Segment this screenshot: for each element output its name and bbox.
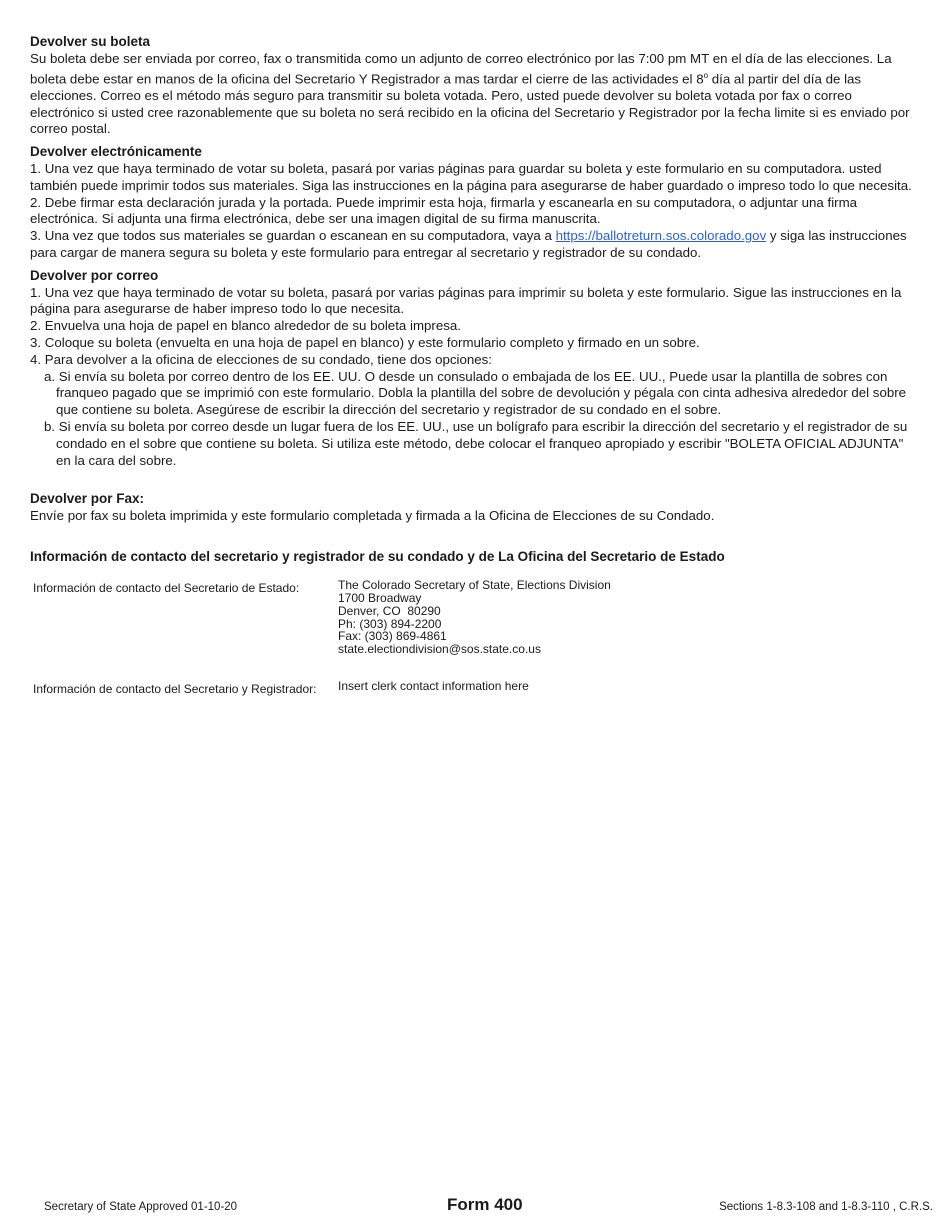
return-ballot-title: Devolver su boleta <box>30 34 151 49</box>
sos-contact-value <box>338 579 915 656</box>
document-body <box>30 34 915 696</box>
mail-item-4: 4. Para devolver a la oficina de elecciones de su condado, tiene dos opciones: <box>30 351 493 367</box>
sos-contact-row <box>30 579 915 656</box>
electronic-item-3 <box>30 228 915 262</box>
page-footer <box>0 1195 950 1219</box>
mail-item-1: 1. Una vez que haya terminado de votar su boleta, pasará por varias páginas para imprimir su boleta y este formulario. Sigue las instrucciones en la página para asegurarse de haber impreso todo lo que necesita. <box>30 284 902 317</box>
fax-text: Envíe por fax su boleta imprimida y este formulario completada y firmada a la Oficina de Elecciones de su Condado. <box>30 508 715 524</box>
clerk-contact-value: Insert clerk contact information here <box>338 679 529 694</box>
sos-line: Fax: (303) 869-4861 <box>338 629 447 644</box>
return-ballot-text <box>30 51 915 138</box>
return-ballot-text-part2: día al partir del día de las elecciones. Correo es el método más seguro para transmitir su boleta votada. Pero, usted puede devolver su boleta votada por fax o correo electrónico si usted cree razonablemente que su boleta no será recibido en la oficina del Secretario y Registrador por la fecha limite si es enviado por correo postal. <box>30 71 910 137</box>
form-number: Form 400 <box>447 1195 523 1214</box>
return-ballot-section <box>30 34 915 138</box>
electronic-item-3-post: y siga las instrucciones para cargar de manera segura su boleta y este formulario para entregar al secretario y registrador de su condado. <box>30 228 907 260</box>
electronic-item-2: 2. Debe firmar esta declaración jurada y la portada. Puede imprimir esta hoja, firmarla y escanearla en su computadora, o adjuntar una firma electrónica. Si adjunta una firma electrónica, debe ser una imagen digital de su firma manuscrita. <box>30 194 858 227</box>
sos-contact-label: Información de contacto del Secretario de Estado: <box>33 581 300 596</box>
mail-item-3: 3. Coloque su boleta (envuelta en una hoja de papel en blanco) y este formulario completo y firmado en un sobre. <box>30 334 700 350</box>
contact-section <box>30 549 915 696</box>
clerk-contact-row <box>30 680 915 696</box>
mail-item-2: 2. Envuelva una hoja de papel en blanco alrededor de su boleta impresa. <box>30 318 461 334</box>
clerk-contact-label: Información de contacto del Secretario y Registrador: <box>33 682 317 697</box>
sos-line: 1700 Broadway <box>338 591 422 606</box>
sos-email: state.electiondivision@sos.state.co.us <box>338 642 541 657</box>
mail-section <box>30 268 915 470</box>
contact-title: Información de contacto del secretario y registrador de su condado y de La Oficina del Secretario de Estado <box>30 548 725 564</box>
sos-line: Ph: (303) 894-2200 <box>338 616 442 631</box>
return-ballot-text-part1: Su boleta debe ser enviada por correo, fax o transmitida como un adjunto de correo electrónico por las 7:00 pm MT en el día de las elecciones. La boleta debe estar en manos de la oficina del Secretario Y Registrador a mas tardar el cierre de las actividades el 8 <box>30 50 892 87</box>
fax-section <box>30 491 915 525</box>
approval-note: Secretary of State Approved 01-10-20 <box>44 1201 238 1213</box>
ballot-return-link[interactable]: https://ballotreturn.sos.colorado.gov <box>555 228 767 244</box>
sos-line: Denver, CO 80290 <box>338 603 441 618</box>
electronic-title: Devolver electrónicamente <box>30 144 202 160</box>
fax-title: Devolver por Fax: <box>30 491 145 507</box>
statute-sections: Sections 1-8.3-108 and 1-8.3-110 , C.R.S. <box>719 1201 933 1213</box>
mail-title: Devolver por correo <box>30 267 159 283</box>
electronic-item-3-pre: 3. Una vez que todos sus materiales se guardan o escanean en su computadora, vaya a <box>30 228 556 244</box>
ordinal-superscript: o <box>703 70 709 80</box>
sos-line: The Colorado Secretary of State, Elections Division <box>338 578 611 593</box>
mail-subitem-a: a. Si envía su boleta por correo dentro de los EE. UU. O desde un consulado o embajada de los EE. UU., Puede usar la plantilla de sobres con franqueo pagado que se imprimió con este formulario. Dobla la plantilla del sobre de devolución y pégala con cinta adhesiva alrededor del sobre que contiene su boleta. Asegúrese de escribir la dirección del secretario y registrador de su condado en el sobre. <box>44 368 907 418</box>
electronic-item-1: 1. Una vez que haya terminado de votar su boleta, pasará por varias páginas para guardar su boleta y este formulario en su computadora. usted también puede imprimir todos sus materiales. Siga las instrucciones en la página para asegurarse de haber guardado o impreso todo lo que necesita. <box>30 161 912 193</box>
electronic-section <box>30 144 915 262</box>
mail-subitem-b: b. Si envía su boleta por correo desde un lugar fuera de los EE. UU., use un bolígrafo para escribir la dirección del secretario y el registrador de su condado en el sobre que contiene su boleta. Si utiliza este método, debe colocar el franqueo apropiado y escribir "BOLETA OFICIAL ADJUNTA" en la cara del sobre. <box>44 418 908 468</box>
